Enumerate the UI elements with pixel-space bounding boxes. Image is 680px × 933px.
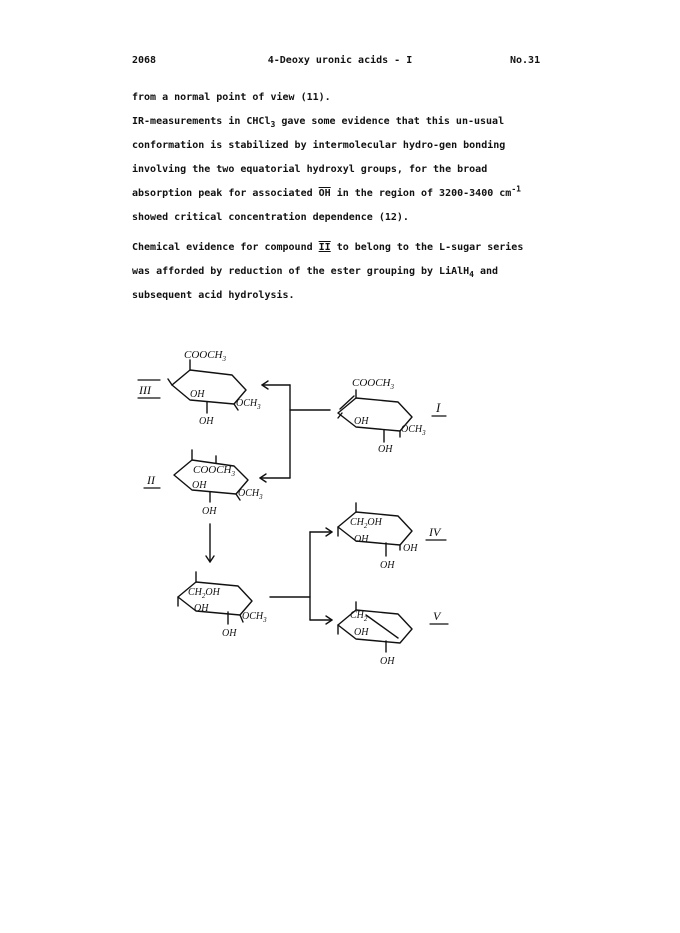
text-run: gave some evidence that this un-usual conformation is stabilized by intermolecular hydro-gen bonding involving the two equatorial hydroxyl groups, for the broad absorption peak for associated (132, 116, 506, 199)
group-text: $COOCH_3$ (352, 377, 395, 391)
group-text: OH (354, 627, 369, 638)
compound-label-bars (138, 380, 448, 624)
group-text: OH (190, 389, 205, 400)
text-run: in the region of 3200-3400 cm (330, 188, 512, 199)
body-text (132, 86, 532, 308)
paragraph-ir (132, 110, 532, 230)
group-text: $CH_2$ (350, 610, 368, 623)
group-text: OH (354, 534, 369, 545)
group-text: $OCH_3$ (238, 488, 263, 501)
group-text: $OCH_3$ (401, 424, 426, 437)
group-text: $COOCH_3$ (184, 349, 227, 363)
group-text: OH (403, 543, 418, 554)
page-number: 2068 (132, 55, 157, 66)
ring-compound-IV (338, 503, 412, 556)
text-run: Chemical evidence for compound (132, 242, 319, 253)
text-run: to belong to the L-sugar series was afforded by reduction of the ester grouping by LiAlH (132, 242, 524, 277)
label-II: II (147, 473, 155, 487)
group-text: $COOCH_3$ (193, 464, 236, 478)
group-text: $CH_2OH$ (188, 587, 220, 600)
text-run-overline: $\overline{OH}$ (318, 188, 331, 199)
ring-reduced-intermediate (178, 572, 252, 624)
group-text: OH (380, 656, 395, 667)
text-run: and subsequent acid hydrolysis. (132, 266, 499, 301)
group-text: OH (222, 628, 237, 639)
ring-compound-III (168, 360, 246, 413)
text-run: IR-measurements in CHCl (132, 116, 271, 127)
group-text: OH (380, 560, 395, 571)
group-text: OH (378, 444, 393, 455)
running-title: 4-Deoxy uronic acids - I (267, 55, 413, 66)
arrow-I-to-III-and-II (260, 381, 330, 482)
subscript: 3 (270, 120, 276, 129)
group-text: OH (192, 480, 207, 491)
group-text: OH (194, 603, 209, 614)
issue-number: No.31 (510, 55, 541, 66)
reaction-scheme (0, 330, 680, 670)
group-text: OH (199, 416, 214, 427)
label-IV: IV (429, 525, 441, 539)
group-text: OH (354, 416, 369, 427)
arrow-II-down (206, 524, 214, 562)
text-run: showed critical concentration dependence (12). (132, 212, 409, 223)
paragraph-continuation: from a normal point of view (11). (132, 92, 331, 103)
paragraph-chemical-evidence (132, 236, 532, 308)
arrow-branch-to-IV-and-V (270, 528, 332, 624)
group-text: $CH_2OH$ (350, 517, 382, 530)
group-text: OH (202, 506, 217, 517)
group-text: $OCH_3$ (236, 398, 261, 411)
label-III: III (139, 383, 151, 397)
group-text: $OCH_3$ (242, 611, 267, 624)
label-I: I (436, 400, 441, 415)
superscript: -1 (511, 184, 521, 194)
ring-compound-II (174, 450, 248, 502)
compound-ref: II (318, 242, 331, 253)
subscript: 4 (469, 270, 474, 279)
label-V: V (433, 609, 441, 623)
